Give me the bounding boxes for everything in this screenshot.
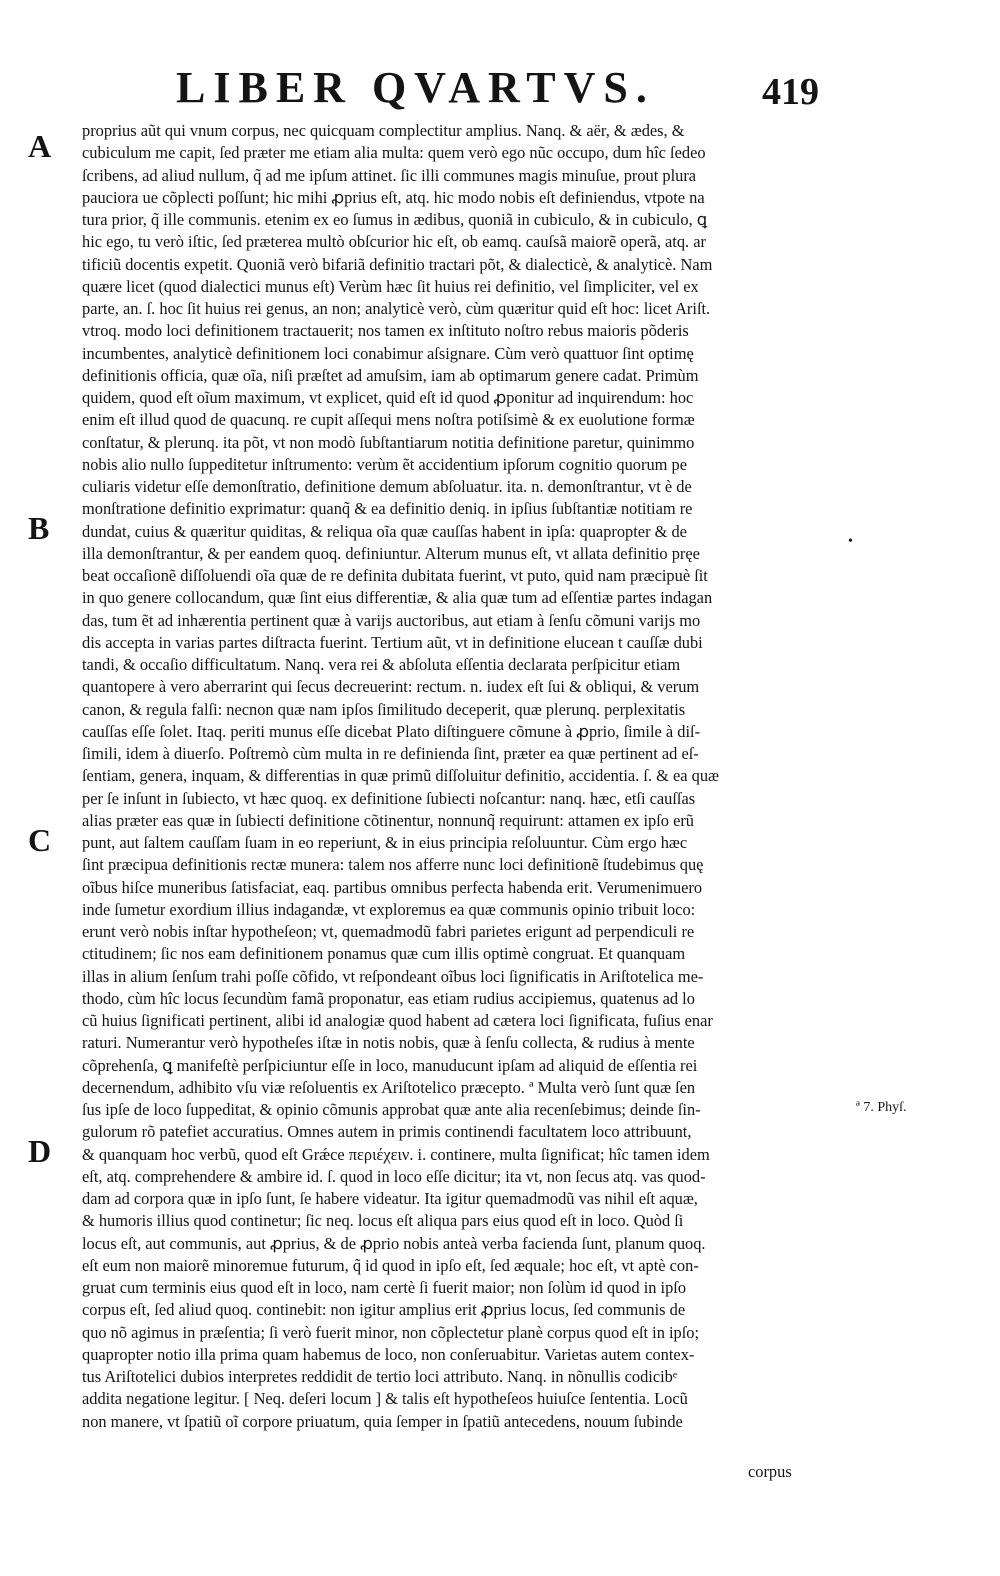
text-line: eſt, atq. comprehendere & ambire id. ſ. quod in loco eſſe dicitur; ita vt, non ſecus atq. vas quod- (82, 1166, 706, 1186)
margin-letter-b: B (28, 510, 50, 546)
text-line: oĩbus hiſce muneribus ſatisfaciat, eaq. partibus omnibus perfecta habenda erit. Verumenimuero (82, 877, 703, 897)
text-line: parte, an. ſ. hoc ſit huius rei genus, an non; analyticè verò, cùm quæritur quid eſt hoc: licet Ariſt. (82, 299, 711, 318)
text-line: ctitudinem; ſic nos eam definitionem ponamus quæ cum illis optimè congruat. Et quanquam (82, 944, 686, 964)
text-line: alias præter eas quæ in ſubiecti definitione cõtinentur, nonnunq̃ requirunt: attamen ex ipſo erũ (82, 810, 695, 830)
text-line: dam ad corpora quæ in ipſo ſunt, ſe habere videatur. Ita igitur quemadmodũ vas nihil eſt aquæ, (82, 1189, 698, 1208)
text-line: pauciora ue cõplecti poſſunt; hic mihi ꝓprius eſt, atq. hic modo nobis eſt definiendus, vtpote na (82, 187, 705, 207)
text-line: cũ huius ſignificati pertinent, alibi id analogiæ quod habent ad cætera loci ſignificata, fuſius enar (82, 1011, 713, 1030)
margin-bullet: • (848, 534, 853, 549)
text-line: tandi, & occaſio difficultatum. Nanq. vera rei & abſoluta eſſentia declarata perſpicitur etiam (82, 655, 681, 674)
text-line: quidem, quod eſt oĩum maximum, vt explicet, quid eſt id quod ꝓponitur ad inquirendum: hoc (82, 388, 694, 407)
text-line: cauſſas eſſe ſolet. Itaq. periti munus eſſe dicebat Plato diſtinguere cõmune à ꝓprio, ſimile à diſ- (82, 721, 701, 741)
text-line: corpus eſt, ſed aliud quoq. continebit: non igitur amplius erit ꝓprius locus, ſed communis de (82, 1300, 686, 1320)
text-line: punt, aut ſaltem cauſſam ſuam in eo reperiunt, & in eius principia reſoluuntur. Cùm ergo hæc (82, 833, 688, 852)
text-line: gruat cum terminis eius quod eſt in loco, nam certè ſi fuerit maior; non ſolùm id quod in ipſo (82, 1278, 687, 1297)
text-line: cubiculum me capit, ſed præter me etiam alia multa: quem verò ego nũc occupo, dum hîc ſedeo (82, 143, 706, 163)
text-line: enim eſt illud quod de quacunq. re cupit aſſequi mens noſtra potiſsimè & ex euolutione formæ (82, 410, 695, 430)
text-line: ſcribens, ad aliud nullum, q̃ ad me ipſum attinet. ſic illi communes magis minuſue, prout plura (82, 165, 697, 185)
text-line: culiaris videtur eſſe demonſtratio, definitione demum abſoluatur. ita. n. demonſtrantur, vt è de (82, 477, 692, 496)
text-line: quære licet (quod dialectici munus eſt) Verùm hæc ſit huius rei definitio, vel ſimpliciter, vel ex (82, 276, 699, 296)
body-text (82, 120, 848, 1433)
text-line: proprius aũt qui vnum corpus, nec quicquam complectitur amplius. Nanq. & aër, & ædes, & (82, 121, 685, 140)
text-line: tificiũ docentis expetit. Quoniã verò bifariã definitio tractari põt, & dialecticè, & analyticè. Nam (82, 254, 713, 274)
text-line: vtroq. modo loci definitionem tractauerit; nos tamen ex inſtituto noſtro rebus maioris põderis (82, 321, 689, 341)
text-line: gulorum rõ patefiet accuratius. Omnes autem in primis continendi facultatem loco attribuunt, (82, 1122, 692, 1142)
text-line: ſint præcipua definitionis rectæ munera: talem nos afferre nunc loci definitionẽ ſtudebimus quę (82, 855, 704, 875)
text-line: definitionis officia, quæ oĩa, niſi præſtet ad amuſsim, iam ab optimarum genere cadat. Primùm (82, 365, 699, 385)
margin-letter-a: A (28, 128, 52, 164)
text-line: thodo, cùm hîc locus ſecundùm famã proponatur, eas etiam rudius accipiemus, quatenus ad lo (82, 988, 695, 1008)
text-line: tus Ariſtotelici dubios interpretes reddidit de tertio loci attributo. Nanq. in nõnullis codicibᵉ (82, 1367, 678, 1386)
page-number: 419 (762, 71, 819, 113)
text-line: tura prior, q̃ ille communis. etenim ex eo ſumus in ædibus, quoniã in cubiculo, & in cubiculo, ꝗ (82, 210, 708, 229)
text-line: hic ego, tu verò iſtic, ſed præterea multò obſcurior hic eſt, ob eamq. cauſsã maiorẽ operã, atq. ar (82, 232, 706, 252)
text-line: ſus ipſe de loco ſuppeditat, & opinio cõmunis approbat quæ ante alia recenſebimus; deinde ſin- (82, 1100, 701, 1119)
text-line: quapropter notio illa prima quam habemus de loco, non conſeruabitur. Varietas autem contex- (82, 1344, 695, 1364)
text-line: illas in alium ſenſum trahi poſſe cõfido, vt reſpondeant oĩbus loci ſignificatis in Ariſtotelica me- (82, 966, 704, 986)
text-line: non manere, vt ſpatiũ oĩ corpore priuatum, quia ſemper in ſpatiũ antecedens, nouum ſubinde (82, 1411, 683, 1431)
text-line: raturi. Numerantur verò hypotheſes iſtæ in notis nobis, quæ à ſenſu collecta, & rudius à mente (82, 1033, 695, 1053)
text-line: incumbentes, analyticè definitionem loci conabimur aſsignare. Cùm verò quattuor ſint optimę (82, 343, 694, 363)
text-line: erunt verò nobis inſtar hypotheſeon; vt, quemadmodũ fabri parietes erigunt ad perpendiculi re (82, 922, 695, 941)
text-line: das, tum ẽt ad inhærentia pertinent quæ à varijs auctoribus, aut etiam à ſenſu cõmuni varijs mo (82, 610, 701, 630)
text-line: illa demonſtrantur, & per eandem quoq. definiuntur. Alterum munus eſt, vt allata definitio pręe (82, 543, 700, 563)
text-line: quo nõ agimus in præſentia; ſi verò fuerit minor, non cõplectetur planè corpus quod eſt in ipſo; (82, 1322, 700, 1342)
margin-letter-c: C (28, 822, 52, 858)
text-line: dis accepta in varias partes diſtracta fuerint. Tertium aũt, vt in definitione elucean t cauſſæ dubi (82, 632, 703, 652)
text-line: & humoris illius quod continetur; ſic neq. locus eſt aliqua pars eius quod eſt in loco. Quòd ſi (82, 1211, 684, 1231)
text-line: inde ſumetur exordium illius indagandæ, vt exploremus ea quæ communis opinio tribuit loco: (82, 899, 696, 919)
text-line: quantopere à vero aberrarint qui ſecus decreuerint: rectum. n. iudex eſt ſui & obliqui, & verum (82, 677, 700, 697)
catchword: corpus (748, 1462, 792, 1481)
text-line: dundat, cuius & quæritur quiditas, & reliqua oĩa quæ cauſſas habent in ipſa: quapropter & de (82, 521, 687, 541)
text-line: locus eſt, aut communis, aut ꝓprius, & de ꝓprio nobis anteà verba facienda ſunt, planum quoq. (82, 1233, 706, 1253)
text-line: & quanquam hoc verbũ, quod eſt Grǽce περιέχειν. i. continere, multa ſignificat; hîc tamen idem (82, 1144, 710, 1164)
text-line: nobis alio nullo ſuppeditetur inſtrumento: verùm ẽt accidentium ipſorum cognitio quorum pe (82, 454, 687, 474)
text-line: in quo genere collocandum, quæ ſint eius differentiæ, & alia quæ tum ad eſſentiæ partes indagan (82, 588, 713, 608)
text-line: decernendum, adhibito vſu viæ reſoluentis ex Ariſtotelico præcepto. ª Multa verò ſunt quæ ſen (82, 1077, 696, 1097)
text-line: ſimili, idem à diuerſo. Poſtremò cùm multa in re definienda ſint, præter ea quæ pertinent ad eſ- (82, 744, 699, 763)
text-line: canon, & regula falſi: necnon quæ nam ipſos ſimilitudo deceperit, quæ plerunq. perplexitatis (82, 699, 686, 719)
text-line: ſentiam, genera, inquam, & differentias in quæ primũ diſſoluitur definitio, accidentia. ſ. & ea quæ (82, 766, 719, 786)
text-line: addita negatione legitur. [ Neq. deſeri locum ] & talis eſt hypotheſeos huiuſce ſententia. Locũ (82, 1389, 688, 1409)
text-line: monſtratione definitio exprimatur: quanq̃ & ea definitio deniq. in ipſius ſubſtantiæ notitiam re (82, 499, 693, 519)
header-title: LIBER QVARTVS. (176, 63, 655, 112)
margin-reference-note: ª 7. Phyſ. (856, 1100, 907, 1115)
text-line: beat occaſionẽ diſſoluendi oĩa quæ de re definita dubitata fuerint, vt puto, quid nam præcipuè ſit (82, 566, 708, 585)
text-line: per ſe inſunt in ſubiecto, vt hæc quoq. ex definitione ſubiecti noſcantur: nanq. hæc, etſi cauſſas (82, 788, 696, 808)
text-line: cõprehenſa, ꝗ manifeſtè perſpiciuntur eſſe in loco, manuducunt ipſam ad aliquid de eſſentia rei (82, 1055, 698, 1075)
text-line: conſtatur, & plerunq. ita põt, vt non modò ſubſtantiarum notitia definitione paretur, quinimmo (82, 432, 695, 452)
margin-letter-d: D (28, 1133, 52, 1169)
text-line: eſt eum non maiorẽ minoremue futurum, q̃ id quod in ipſo eſt, ſed æquale; hoc eſt, vt aptè con- (82, 1255, 699, 1275)
